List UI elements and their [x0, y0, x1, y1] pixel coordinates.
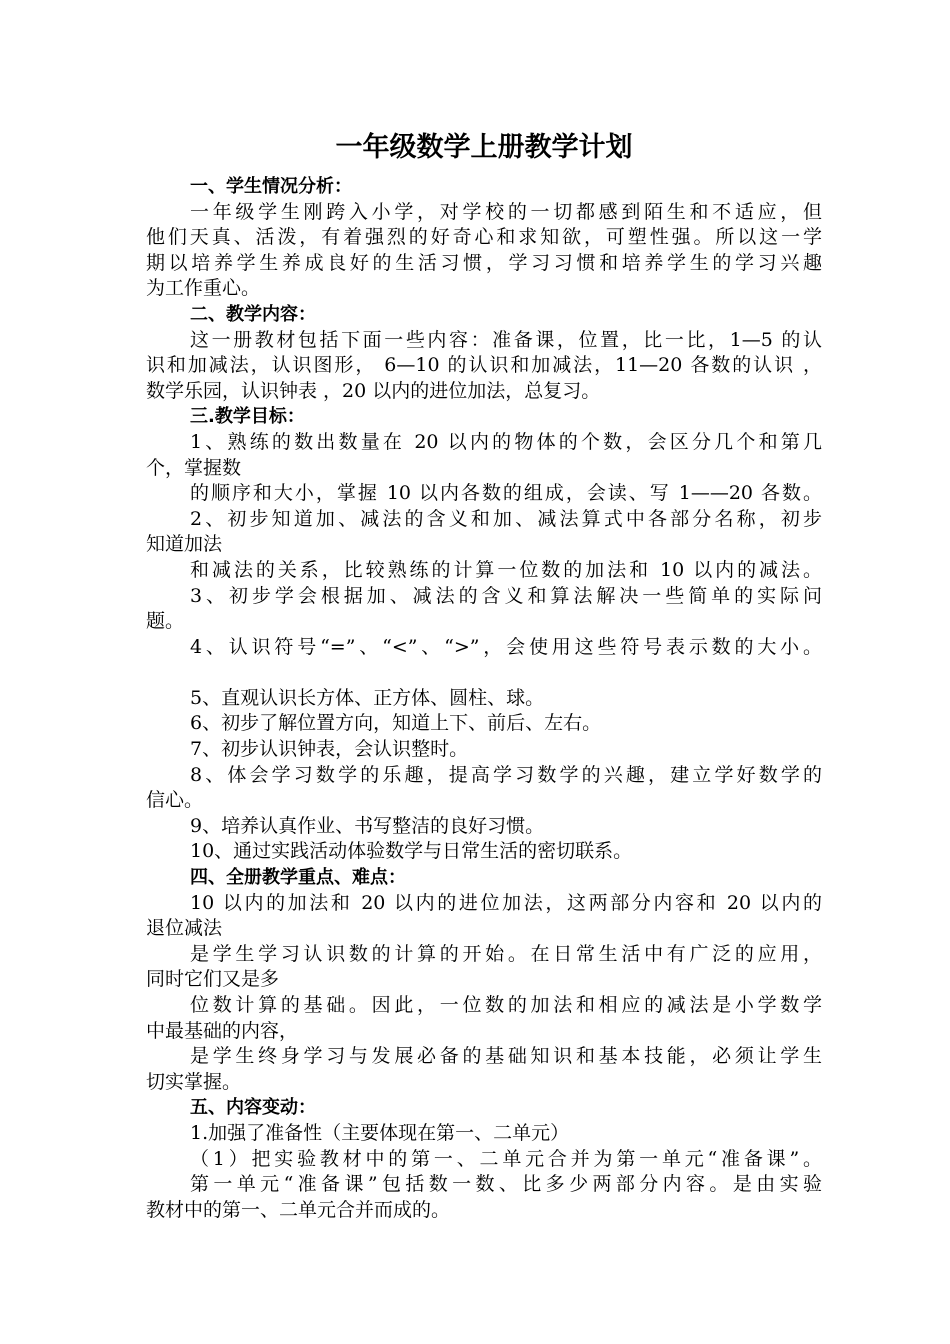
paragraph-line: 是学生终身学习与发展必备的基础知识和基本技能，必须让学生: [190, 1045, 822, 1068]
goal-line: 2、初步知道加、减法的含义和加、减法算式中各部分名称，初步: [190, 507, 822, 530]
paragraph-line: 教材中的第一、二单元合并而成的。: [146, 1198, 451, 1221]
blank-line: [146, 660, 822, 686]
paragraph-line: 期以培养学生养成良好的生活习惯，学习习惯和培养学生的学习兴趣: [146, 251, 822, 274]
goal-line: 8、体会学习数学的乐趣，提高学习数学的兴趣，建立学好数学的: [190, 763, 822, 786]
paragraph-line: 数学乐园，认识钟表 ，20 以内的进位加法，总复习。: [146, 379, 601, 402]
paragraph-line: 一年级学生刚跨入小学，对学校的一切都感到陌生和不适应，但: [190, 200, 822, 223]
goal-line: 7、初步认识钟表，会认识整时。: [190, 738, 469, 761]
section-teaching-goals: [146, 404, 822, 865]
paragraph-line: 识和加减法，认识图形， 6—10 的认识和加减法，11—20 各数的认识 ，: [146, 354, 822, 377]
section-content-changes: [146, 1095, 822, 1223]
paragraph-line: 中最基础的内容，: [146, 1019, 299, 1042]
paragraph-line: 1.加强了准备性（主要体现在第一、二单元）: [190, 1121, 570, 1144]
document-title: 一年级数学上册教学计划: [335, 132, 633, 163]
goal-line: 4、认识符号“=”、“<”、“>”，会使用这些符号表示数的大小。: [190, 635, 822, 658]
section-heading: 二、教学内容：: [190, 303, 316, 325]
paragraph-line: 退位减法: [146, 917, 223, 940]
paragraph-line: 是学生学习认识数的计算的开始。在日常生活中有广泛的应用，: [190, 942, 822, 965]
section-heading: 一、学生情况分析：: [190, 176, 352, 197]
goal-line: 信心。: [146, 789, 204, 812]
paragraph-line: 10 以内的加法和 20 以内的进位加法，这两部分内容和 20 以内的: [190, 891, 822, 914]
goal-line: 3、初步学会根据加、减法的含义和算法解决一些简单的实际问: [190, 584, 822, 607]
paragraph-line: 第一单元“准备课”包括数一数、比多少两部分内容。是由实验: [190, 1173, 822, 1196]
goal-line: 的顺序和大小，掌握 10 以内各数的组成，会读、写 1——20 各数。: [190, 482, 822, 505]
paragraph-line: 切实掌握。: [146, 1070, 242, 1093]
goal-line: 题。: [146, 610, 185, 633]
goal-line: 5、直观认识长方体、正方体、圆柱、球。: [190, 686, 545, 709]
paragraph-line: 同时它们又是多: [146, 968, 280, 991]
section-heading: 四、全册教学重点、难点：: [190, 867, 406, 889]
paragraph-line: 这一册教材包括下面一些内容：准备课，位置，比一比，1—5 的认: [190, 328, 822, 351]
goal-line: 6、初步了解位置方向，知道上下、前后、左右。: [190, 712, 602, 735]
goal-line: 1、熟练的数出数量在 20 以内的物体的个数，会区分几个和第几: [190, 430, 822, 453]
section-student-analysis: [146, 174, 822, 302]
section-heading: 三.教学目标：: [190, 406, 305, 428]
section-heading: 五、内容变动：: [190, 1097, 316, 1119]
goal-line: 10、通过实践活动体验数学与日常生活的密切联系。: [190, 840, 633, 863]
paragraph-line: 为工作重心。: [146, 277, 261, 300]
goal-line: 知道加法: [146, 533, 223, 556]
goal-line: 9、培养认真作业、书写整洁的良好习惯。: [190, 814, 545, 837]
goal-line: 和减法的关系，比较熟练的计算一位数的加法和 10 以内的减法。: [190, 558, 822, 581]
paragraph-line: 位数计算的基础。因此，一位数的加法和相应的减法是小学数学: [190, 994, 822, 1016]
paragraph-line: 他们天真、活泼，有着强烈的好奇心和求知欲，可塑性强。所以这一学: [146, 226, 822, 249]
document-page: [146, 128, 822, 1223]
section-key-points: [146, 865, 822, 1095]
section-teaching-content: [146, 302, 822, 404]
goal-line: 个，掌握数: [146, 456, 242, 479]
paragraph-line: （1）把实验教材中的第一、二单元合并为第一单元“准备课”。: [190, 1147, 822, 1170]
